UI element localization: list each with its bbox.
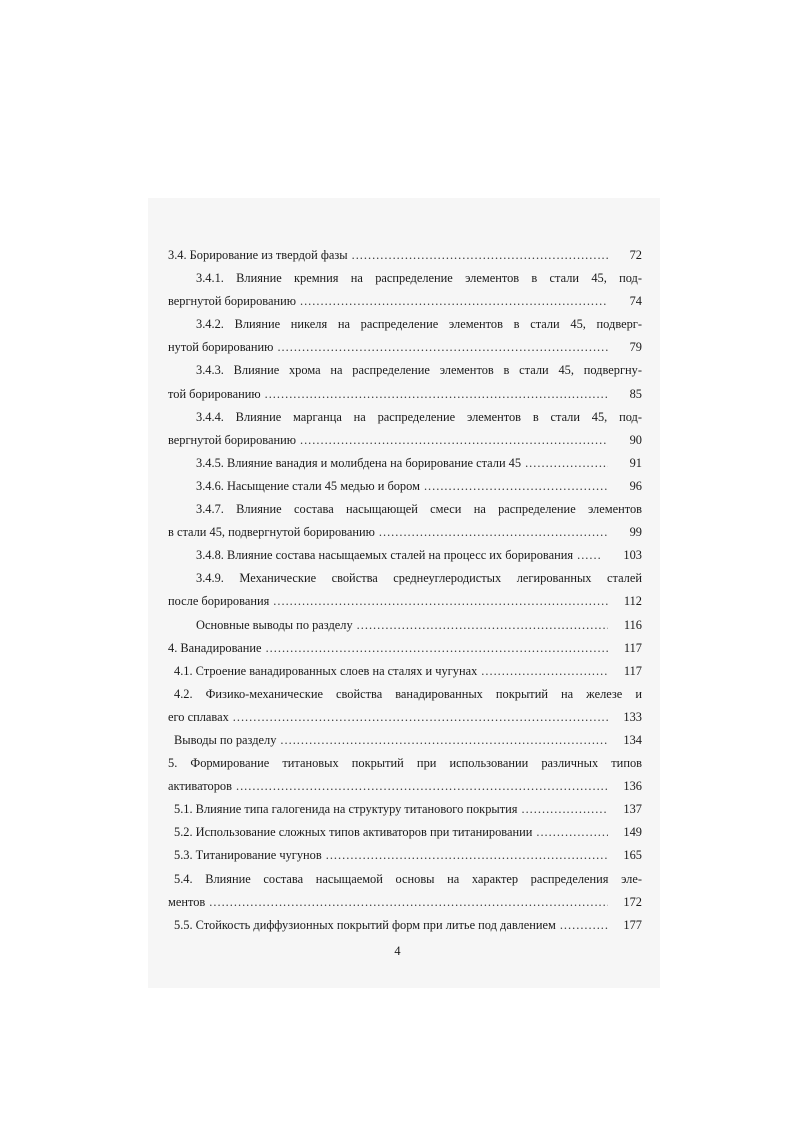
toc-entry[interactable]: [168, 567, 642, 613]
toc-entry-title: 3.4.1. Влияние кремния на распределение элементов в стали 45, под-: [196, 271, 642, 286]
dot-leader: [560, 914, 608, 937]
toc-entry-page: 90: [629, 432, 642, 447]
toc-entry-title: Выводы по разделу: [174, 732, 277, 747]
toc-entry-title: Основные выводы по разделу: [196, 617, 353, 632]
toc-entry-page: 103: [623, 548, 642, 563]
toc-entry[interactable]: [168, 729, 642, 752]
toc-entry-title: 3.4.9. Механические свойства среднеуглеродистых легированных сталей: [196, 571, 642, 586]
toc-entry-title: 3.4.2. Влияние никеля на распределение элементов в стали 45, подверг-: [196, 317, 642, 332]
toc-entry-title: 3.4.8. Влияние состава насыщаемых сталей на процесс их борирования: [196, 548, 574, 563]
toc-entry-title: 3.4.4. Влияние марганца на распределение элементов в стали 45, под-: [196, 409, 642, 424]
toc-entry-page: 133: [623, 709, 642, 724]
dot-leader: [273, 590, 608, 613]
toc-entry-title: 3.4.7. Влияние состава насыщающей смеси на распределение элементов: [196, 502, 642, 517]
toc-entry-page: 99: [629, 525, 642, 540]
dot-leader: [300, 429, 608, 452]
dot-leader: [300, 290, 608, 313]
dot-leader: [209, 891, 608, 914]
toc-entry-title-cont: нутой борированию: [168, 340, 274, 355]
toc-entry-title: 3.4. Борирование из твердой фазы: [168, 248, 348, 262]
toc-entry-title: 3.4.3. Влияние хрома на распределение элементов в стали 45, подвергну-: [196, 363, 642, 378]
toc-entry-page: 149: [623, 825, 642, 840]
page-number: 4: [394, 944, 401, 958]
toc-entry[interactable]: [168, 359, 642, 405]
toc-entry[interactable]: [168, 313, 642, 359]
dot-leader: [521, 798, 608, 821]
toc-entry-page: 177: [623, 917, 642, 932]
toc-entry-title-cont: в стали 45, подвергнутой борированию: [168, 525, 375, 540]
toc-entry-title: 5.4. Влияние состава насыщаемой основы на характер распределения эле-: [174, 871, 642, 886]
toc-entry-page: 91: [629, 455, 642, 470]
toc-entry-title-cont: ментов: [168, 894, 206, 909]
toc-entry[interactable]: [168, 660, 642, 683]
toc-entry[interactable]: [168, 406, 642, 452]
dot-leader: [379, 521, 608, 544]
toc-entry-title: 3.4.5. Влияние ванадия и молибдена на борирование стали 45: [196, 455, 522, 470]
dot-leader: [236, 775, 608, 798]
toc-entry[interactable]: [168, 821, 642, 844]
toc-entry-title: 3.4.6. Насыщение стали 45 медью и бором: [196, 478, 420, 493]
toc-entry-title-cont: после борирования: [168, 594, 270, 609]
toc-entry-page: 85: [629, 386, 642, 401]
toc-entry[interactable]: [168, 683, 642, 729]
toc-entry-page: 137: [623, 802, 642, 817]
toc-entry-page: 117: [623, 640, 642, 655]
toc-entry-title-cont: активаторов: [168, 779, 232, 794]
toc-entry-title-cont: вергнутой борированию: [168, 294, 296, 309]
toc-entry[interactable]: [168, 868, 642, 914]
toc-entry-page: 117: [623, 663, 642, 678]
toc-entry[interactable]: [168, 452, 642, 475]
toc-entry[interactable]: [168, 498, 642, 544]
toc-entry-page: 96: [629, 478, 642, 493]
toc-entry-title: 5. Формирование титановых покрытий при использовании различных типов: [168, 756, 642, 771]
dot-leader: [577, 544, 602, 567]
toc-entry-page: 112: [623, 594, 642, 609]
toc-entry-title-cont: его сплавах: [168, 709, 229, 724]
toc-entry-title: 5.3. Титанирование чугунов: [174, 848, 322, 863]
toc-entry[interactable]: [168, 798, 642, 821]
toc-entry[interactable]: [168, 637, 642, 660]
dot-leader: [326, 844, 608, 867]
toc-entry-page: 74: [629, 294, 642, 309]
toc-entry[interactable]: [168, 614, 642, 637]
toc-entry[interactable]: [168, 914, 642, 937]
toc-entry[interactable]: [168, 752, 642, 798]
dot-leader: [266, 637, 608, 660]
dot-leader: [424, 475, 608, 498]
toc-entry-page: 134: [623, 732, 642, 747]
toc-entry-title: 4.1. Строение ванадированных слоев на сталях и чугунах: [174, 663, 478, 678]
table-of-contents: [168, 244, 642, 937]
toc-entry-title: 5.2. Использование сложных типов активаторов при титанировании: [174, 825, 533, 840]
toc-entry-page: 136: [623, 779, 642, 794]
toc-entry[interactable]: [168, 544, 642, 567]
toc-entry[interactable]: [168, 844, 642, 867]
toc-entry[interactable]: [168, 475, 642, 498]
toc-entry-page: 116: [623, 617, 642, 632]
toc-entry-title: 5.1. Влияние типа галогенида на структуру титанового покрытия: [174, 802, 518, 817]
toc-entry-title: 5.5. Стойкость диффузионных покрытий форм при литье под давлением: [174, 917, 556, 932]
toc-entry-title: 4.2. Физико-механические свойства ванадированных покрытий на железе и: [174, 686, 642, 701]
toc-entry-page: 165: [623, 848, 642, 863]
dot-leader: [277, 336, 608, 359]
dot-leader: [280, 729, 608, 752]
dot-leader: [233, 706, 608, 729]
toc-entry-page: 72: [629, 248, 642, 262]
toc-entry-title-cont: той борированию: [168, 386, 261, 401]
toc-entry-page: 79: [629, 340, 642, 355]
toc-entry[interactable]: [168, 267, 642, 313]
toc-entry[interactable]: [168, 244, 642, 267]
dot-leader: [265, 383, 608, 406]
toc-entry-title: 4. Ванадирование: [168, 640, 262, 655]
toc-entry-page: 172: [623, 894, 642, 909]
dot-leader: [525, 452, 608, 475]
toc-entry-title-cont: вергнутой борированию: [168, 432, 296, 447]
dot-leader: [357, 614, 608, 637]
dot-leader: [481, 660, 608, 683]
dot-leader: [352, 244, 608, 267]
dot-leader: [536, 821, 608, 844]
